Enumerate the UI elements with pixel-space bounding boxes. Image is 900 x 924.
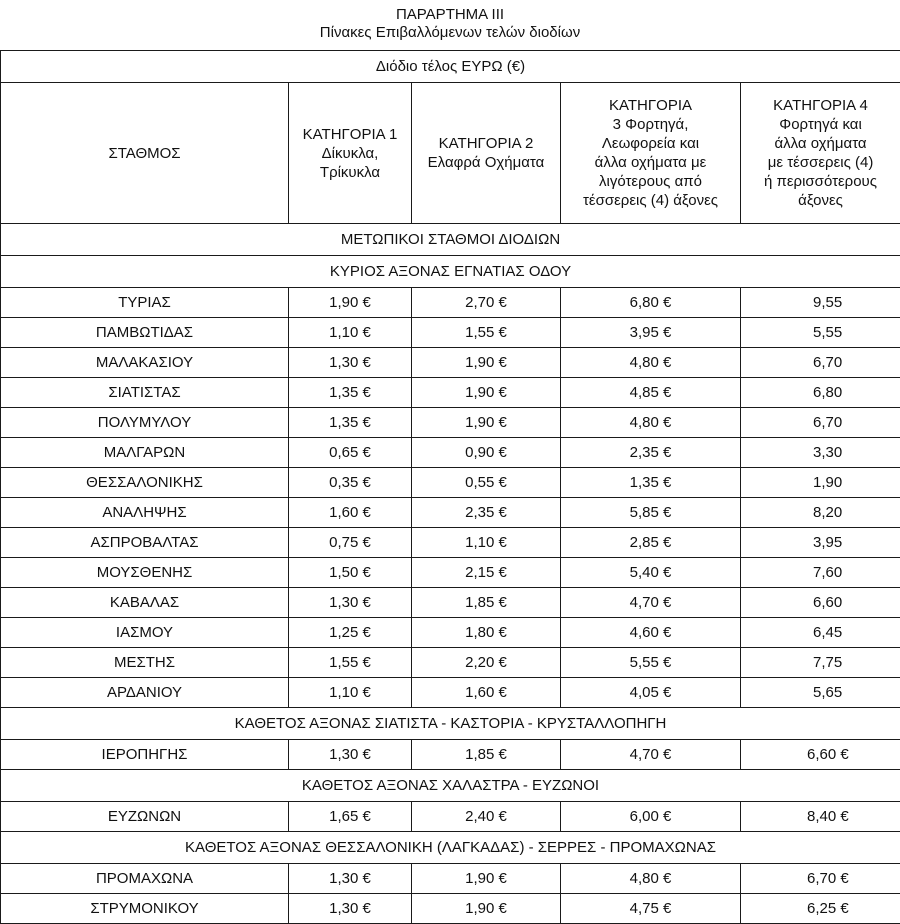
header-station: ΣΤΑΘΜΟΣ — [1, 83, 289, 224]
section-heading: ΚΑΘΕΤΟΣ ΑΞΟΝΑΣ ΧΑΛΑΣΤΡΑ - ΕΥΖΩΝΟΙ — [1, 770, 900, 802]
station-cell: ΜΑΛΓΑΡΩΝ — [1, 438, 289, 468]
cat1-cell: 1,30 € — [289, 348, 412, 378]
station-cell: ΕΥΖΩΝΩΝ — [1, 802, 289, 832]
cat3-cell: 4,60 € — [561, 618, 741, 648]
cat4-cell: 6,45 — [741, 618, 900, 648]
cat2-cell: 1,85 € — [412, 588, 561, 618]
cat2-cell: 1,90 € — [412, 378, 561, 408]
header-cat3-line: άλλα οχήματα με — [595, 154, 707, 171]
cat1-cell: 1,10 € — [289, 678, 412, 708]
header-cat1 — [289, 83, 412, 224]
cat4-cell: 8,40 € — [741, 802, 900, 832]
header-cat3-line: ΚΑΤΗΓΟΡΙΑ — [609, 97, 692, 114]
cat4-cell: 3,30 — [741, 438, 900, 468]
cat2-cell: 2,20 € — [412, 648, 561, 678]
cat1-cell: 1,90 € — [289, 288, 412, 318]
header-cat3-line: Λεωφορεία και — [602, 135, 699, 152]
cat2-cell: 1,90 € — [412, 894, 561, 924]
cat4-cell: 5,65 — [741, 678, 900, 708]
section-heading: ΚΑΘΕΤΟΣ ΑΞΟΝΑΣ ΣΙΑΤΙΣΤΑ - ΚΑΣΤΟΡΙΑ - ΚΡΥΣΤΑΛΛΟΠΗΓΗ — [1, 708, 900, 740]
table-row — [1, 378, 900, 408]
table-row — [1, 288, 900, 318]
header-cat1-line: ΚΑΤΗΓΟΡΙΑ 1 — [303, 126, 398, 143]
section-heading-row — [1, 256, 900, 288]
cat3-cell: 2,85 € — [561, 528, 741, 558]
table-row — [1, 588, 900, 618]
cat2-cell: 1,90 € — [412, 348, 561, 378]
cat2-cell: 1,60 € — [412, 678, 561, 708]
table-row — [1, 438, 900, 468]
table-row — [1, 408, 900, 438]
cat1-cell: 1,50 € — [289, 558, 412, 588]
cat1-cell: 1,30 € — [289, 588, 412, 618]
header-cat4-line: με τέσσερεις (4) — [768, 154, 874, 171]
cat4-cell: 6,70 — [741, 408, 900, 438]
header-cat4-line: ή περισσότερους — [764, 173, 877, 190]
header-cat3-line: τέσσερεις (4) άξονες — [583, 192, 718, 209]
header-cat3-line: λιγότερους από — [599, 173, 702, 190]
cat3-cell: 4,80 € — [561, 348, 741, 378]
section-heading: ΚΑΘΕΤΟΣ ΑΞΟΝΑΣ ΘΕΣΣΑΛΟΝΙΚΗ (ΛΑΓΚΑΔΑΣ) - ΣΕΡΡΕΣ - ΠΡΟΜΑΧΩΝΑΣ — [1, 832, 900, 864]
station-cell: ΑΣΠΡΟΒΑΛΤΑΣ — [1, 528, 289, 558]
station-cell: ΣΙΑΤΙΣΤΑΣ — [1, 378, 289, 408]
table-row — [1, 894, 900, 924]
cat1-cell: 1,25 € — [289, 618, 412, 648]
cat3-cell: 4,70 € — [561, 588, 741, 618]
cat4-cell: 9,55 — [741, 288, 900, 318]
cat1-cell: 1,65 € — [289, 802, 412, 832]
header-cat2-line: Ελαφρά Οχήματα — [428, 154, 545, 171]
cat1-cell: 1,35 € — [289, 378, 412, 408]
station-cell: ΙΕΡΟΠΗΓΗΣ — [1, 740, 289, 770]
header-cat3 — [561, 83, 741, 224]
cat2-cell: 2,35 € — [412, 498, 561, 528]
cat2-cell: 1,85 € — [412, 740, 561, 770]
cat3-cell: 4,75 € — [561, 894, 741, 924]
header-row — [1, 83, 900, 224]
table-row — [1, 498, 900, 528]
header-cat2-line: ΚΑΤΗΓΟΡΙΑ 2 — [439, 135, 534, 152]
cat4-cell: 8,20 — [741, 498, 900, 528]
header-cat1-line: Δίκυκλα, — [322, 145, 379, 162]
cat3-cell: 4,05 € — [561, 678, 741, 708]
table-row — [1, 740, 900, 770]
cat3-cell: 4,80 € — [561, 408, 741, 438]
cat4-cell: 1,90 — [741, 468, 900, 498]
toll-table — [0, 50, 900, 924]
table-row — [1, 618, 900, 648]
cat1-cell: 0,65 € — [289, 438, 412, 468]
section-heading: ΜΕΤΩΠΙΚΟΙ ΣΤΑΘΜΟΙ ΔΙΟΔΙΩΝ — [1, 224, 900, 256]
section-heading: ΚΥΡΙΟΣ ΑΞΟΝΑΣ ΕΓΝΑΤΙΑΣ ΟΔΟΥ — [1, 256, 900, 288]
cat4-cell: 6,25 € — [741, 894, 900, 924]
cat2-cell: 2,15 € — [412, 558, 561, 588]
cat1-cell: 1,60 € — [289, 498, 412, 528]
cat4-cell: 7,75 — [741, 648, 900, 678]
cat1-cell: 0,75 € — [289, 528, 412, 558]
station-cell: ΑΝΑΛΗΨΗΣ — [1, 498, 289, 528]
cat4-cell: 3,95 — [741, 528, 900, 558]
section-heading-row — [1, 832, 900, 864]
page-subtitle: Πίνακες Επιβαλλόμενων τελών διοδίων — [0, 24, 900, 42]
cat3-cell: 6,80 € — [561, 288, 741, 318]
cat1-cell: 1,35 € — [289, 408, 412, 438]
station-cell: ΠΟΛΥΜΥΛΟΥ — [1, 408, 289, 438]
section-heading-row — [1, 224, 900, 256]
station-cell: ΜΟΥΣΘΕΝΗΣ — [1, 558, 289, 588]
cat1-cell: 1,55 € — [289, 648, 412, 678]
header-cat3-line: 3 Φορτηγά, — [613, 116, 689, 133]
cat3-cell: 4,70 € — [561, 740, 741, 770]
station-cell: ΚΑΒΑΛΑΣ — [1, 588, 289, 618]
cat1-cell: 1,30 € — [289, 894, 412, 924]
title-block — [0, 0, 900, 50]
cat2-cell: 1,90 € — [412, 408, 561, 438]
cat3-cell: 6,00 € — [561, 802, 741, 832]
cat2-cell: 1,80 € — [412, 618, 561, 648]
cat1-cell: 0,35 € — [289, 468, 412, 498]
table-row — [1, 468, 900, 498]
cat4-cell: 6,80 — [741, 378, 900, 408]
cat4-cell: 7,60 — [741, 558, 900, 588]
station-cell: ΤΥΡΙΑΣ — [1, 288, 289, 318]
cat4-cell: 6,60 — [741, 588, 900, 618]
cat3-cell: 5,55 € — [561, 648, 741, 678]
cat3-cell: 2,35 € — [561, 438, 741, 468]
station-cell: ΜΕΣΤΗΣ — [1, 648, 289, 678]
station-cell: ΣΤΡΥΜΟΝΙΚΟΥ — [1, 894, 289, 924]
cat2-cell: 2,70 € — [412, 288, 561, 318]
header-cat2 — [412, 83, 561, 224]
cat3-cell: 4,85 € — [561, 378, 741, 408]
header-cat4 — [741, 83, 900, 224]
section-heading-row — [1, 770, 900, 802]
header-cat4-line: ΚΑΤΗΓΟΡΙΑ 4 — [773, 97, 868, 114]
fare-heading: Διόδιο τέλος ΕΥΡΩ (€) — [1, 51, 900, 83]
cat2-cell: 1,90 € — [412, 864, 561, 894]
header-cat4-line: άλλα οχήματα — [774, 135, 866, 152]
section-heading-row — [1, 708, 900, 740]
table-row — [1, 864, 900, 894]
cat2-cell: 2,40 € — [412, 802, 561, 832]
table-row — [1, 528, 900, 558]
station-cell: ΠΡΟΜΑΧΩΝΑ — [1, 864, 289, 894]
header-cat1-line: Τρίκυκλα — [320, 164, 380, 181]
header-cat4-line: Φορτηγά και — [779, 116, 862, 133]
station-cell: ΠΑΜΒΩΤΙΔΑΣ — [1, 318, 289, 348]
cat2-cell: 1,55 € — [412, 318, 561, 348]
cat3-cell: 3,95 € — [561, 318, 741, 348]
cat3-cell: 4,80 € — [561, 864, 741, 894]
cat2-cell: 1,10 € — [412, 528, 561, 558]
fare-row — [1, 51, 900, 83]
cat4-cell: 5,55 — [741, 318, 900, 348]
table-row — [1, 648, 900, 678]
table-row — [1, 678, 900, 708]
cat3-cell: 5,85 € — [561, 498, 741, 528]
table-row — [1, 558, 900, 588]
cat1-cell: 1,10 € — [289, 318, 412, 348]
header-cat4-line: άξονες — [798, 192, 843, 209]
station-cell: ΜΑΛΑΚΑΣΙΟΥ — [1, 348, 289, 378]
cat1-cell: 1,30 € — [289, 864, 412, 894]
cat4-cell: 6,70 — [741, 348, 900, 378]
page-title: ΠΑΡΑΡΤΗΜΑ ΙΙΙ — [0, 0, 900, 24]
station-cell: ΘΕΣΣΑΛΟΝΙΚΗΣ — [1, 468, 289, 498]
station-cell: ΑΡΔΑΝΙΟΥ — [1, 678, 289, 708]
cat1-cell: 1,30 € — [289, 740, 412, 770]
table-row — [1, 348, 900, 378]
cat3-cell: 5,40 € — [561, 558, 741, 588]
cat2-cell: 0,55 € — [412, 468, 561, 498]
table-row — [1, 318, 900, 348]
cat3-cell: 1,35 € — [561, 468, 741, 498]
cat4-cell: 6,60 € — [741, 740, 900, 770]
toll-table-body — [1, 51, 900, 924]
station-cell: ΙΑΣΜΟΥ — [1, 618, 289, 648]
cat4-cell: 6,70 € — [741, 864, 900, 894]
cat2-cell: 0,90 € — [412, 438, 561, 468]
table-row — [1, 802, 900, 832]
